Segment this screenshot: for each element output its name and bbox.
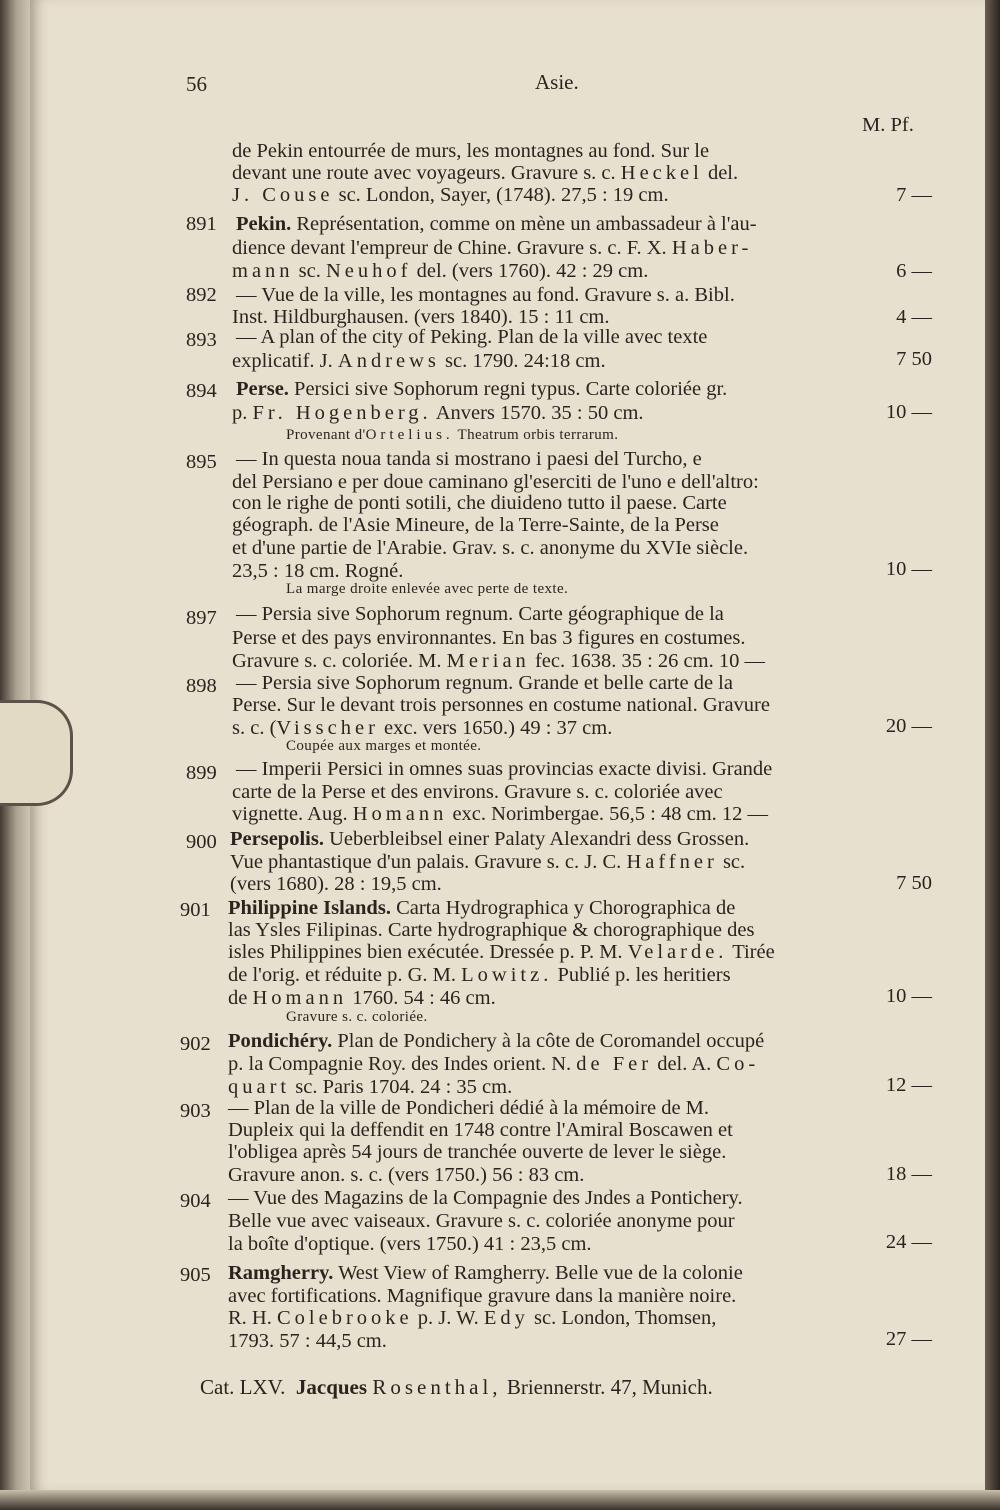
entry-text-line: Perse. Sur le devant trois personnes en costume national. Gravure — [232, 694, 770, 716]
page-bottom-edge — [0, 1490, 1000, 1510]
entry-price: 7 50 — [896, 872, 932, 894]
entry-price: 18 — — [885, 1163, 932, 1185]
entry-number: 902 — [180, 1033, 211, 1055]
entry-number: 904 — [180, 1190, 211, 1212]
page-number: 56 — [186, 72, 207, 96]
entry-number: 897 — [186, 607, 217, 629]
entry-price: 10 — — [885, 558, 932, 580]
entry-text-line: R. H. Colebrooke p. J. W. Edy sc. London, Thomsen, — [228, 1307, 717, 1329]
entry-number: 905 — [180, 1264, 211, 1286]
entry-text-line: vignette. Aug. Homann exc. Norimbergae. 56,5 : 48 cm. 12 — — [232, 803, 769, 825]
entry-note: La marge droite enlevée avec perte de texte. — [286, 581, 569, 597]
entry-text-line: de Pekin entourrée de murs, les montagnes au fond. Sur le — [232, 140, 710, 162]
entry-line: Perse. Persici sive Sophorum regni typus. Carte coloriée gr. — [236, 378, 728, 400]
entry-line: Philippine Islands. Carta Hydrographica y Chorographica de — [228, 897, 736, 919]
entry-number: 903 — [180, 1100, 211, 1122]
entry-text-line: (vers 1680). 28 : 19,5 cm. — [230, 873, 442, 895]
entry-text-line: et d'une partie de l'Arabie. Grav. s. c. anonyme du XVIe siècle. — [232, 537, 749, 559]
entry-text-line: quart sc. Paris 1704. 24 : 35 cm. — [228, 1076, 513, 1098]
entry-text-line: Inst. Hildburghausen. (vers 1840). 15 : 11 cm. — [232, 306, 610, 328]
entry-price: 27 — — [885, 1328, 932, 1350]
book-clasp — [0, 700, 73, 806]
entry-text-line: devant une route avec voyageurs. Gravure s. c. Heckel del. — [232, 162, 739, 184]
entry-note: Coupée aux marges et montée. — [286, 738, 482, 754]
entry-number: 894 — [186, 380, 217, 402]
entry-text-line: Dupleix qui la deffendit en 1748 contre l'Amiral Boscawen et — [228, 1119, 733, 1141]
entry-location: Perse. — [236, 378, 289, 400]
entry-text-line: mann sc. Neuhof del. (vers 1760). 42 : 29 cm. — [232, 260, 649, 282]
entry-number: 901 — [180, 899, 211, 921]
entry-text-line: Perse et des pays environnantes. En bas 3 figures en costumes. — [232, 627, 746, 649]
entry-text-line: 23,5 : 18 cm. Rogné. — [232, 560, 404, 582]
catalog-number: Cat. LXV. — [200, 1375, 286, 1399]
entry-number: 895 — [186, 451, 217, 473]
page-edge — [985, 0, 1000, 1510]
running-title: Asie. — [535, 70, 579, 94]
entry-text-line: de l'orig. et réduite p. G. M. Lowitz. Publié p. les heritiers — [228, 964, 731, 986]
entry-price: 20 — — [885, 715, 932, 737]
entry-text-line: Belle vue avec vaiseaux. Gravure s. c. coloriée anonyme pour — [228, 1210, 735, 1232]
entry-number: 898 — [186, 675, 217, 697]
entry-price: 24 — — [885, 1231, 932, 1253]
entry-number: 892 — [186, 284, 217, 306]
entry-text-line: Gravure s. c. coloriée. M. Merian fec. 1638. 35 : 26 cm. 10 — — [232, 650, 765, 672]
entry-text-line: las Ysles Filipinas. Carte hydrographique & chorographique des — [228, 919, 755, 941]
entry-text-line: 1793. 57 : 44,5 cm. — [228, 1330, 387, 1352]
entry-price: 10 — — [885, 401, 932, 423]
entry-number: 893 — [186, 329, 217, 351]
dealer-address: Briennerstr. 47, Munich. — [506, 1375, 713, 1399]
entry-location: Pondichéry. — [228, 1030, 333, 1052]
entry-location: Pekin. — [236, 213, 292, 235]
entry-number: 900 — [186, 831, 217, 853]
entry-text-line: de Homann 1760. 54 : 46 cm. — [228, 987, 496, 1009]
entry-line: Persepolis. Ueberbleibsel einer Palaty Alexandri dess Grossen. — [230, 828, 750, 850]
entry-text-line: con le righe de ponti sotili, che diuideno tutto il paese. Carte — [232, 492, 727, 514]
entry-text-line: — Persia sive Sophorum regnum. Carte géographique de la — [236, 603, 724, 625]
entry-text-line: — In questa noua tanda si mostrano i paesi del Turcho, e — [236, 448, 702, 470]
entry-text-line: la boîte d'optique. (vers 1750.) 41 : 23,5 cm. — [228, 1233, 592, 1255]
dealer-last-name: Rosenthal, — [372, 1375, 502, 1399]
entry-text-line: avec fortifications. Magnifique gravure dans la manière noire. — [228, 1285, 737, 1307]
entry-line: Pondichéry. Plan de Pondichery à la côte de Coromandel occupé — [228, 1030, 765, 1052]
currency-header: M. Pf. — [862, 114, 914, 136]
entry-text-line: Gravure anon. s. c. (vers 1750.) 56 : 83 cm. — [228, 1164, 585, 1186]
entry-text-line: — Persia sive Sophorum regnum. Grande et belle carte de la — [236, 672, 733, 694]
entry-price: 6 — — [896, 260, 932, 282]
entry-price: 12 — — [885, 1074, 932, 1096]
entry-text-line: — Vue des Magazins de la Compagnie des Jndes a Pontichery. — [228, 1187, 743, 1209]
entry-note: Gravure s. c. coloriée. — [286, 1009, 428, 1025]
entry-text-line: isles Philippines bien exécutée. Dressée p. P. M. Velarde. Tirée — [228, 941, 775, 963]
entry-text-line: dience devant l'empreur de Chine. Gravure s. c. F. X. Haber- — [232, 237, 753, 259]
entry-price: 4 — — [896, 306, 932, 328]
entry-text-line: del Persiano e per doue caminano gl'eserciti de l'uno e dell'altro: — [232, 471, 759, 493]
entry-price: 10 — — [885, 985, 932, 1007]
entry-location: Ramgherry. — [228, 1262, 334, 1284]
entry-line: Pekin. Représentation, comme on mène un ambassadeur à l'au- — [236, 213, 757, 235]
entry-location: Persepolis. — [230, 828, 324, 850]
entry-text-line: — Plan de la ville de Pondicheri dédié à la mémoire de M. — [228, 1097, 710, 1119]
entry-note: Provenant d'Ortelius. Theatrum orbis terrarum. — [286, 427, 619, 443]
entry-price: 7 50 — [896, 348, 932, 370]
entry-text-line: s. c. (Visscher exc. vers 1650.) 49 : 37 cm. — [232, 717, 613, 739]
entry-text-line: — Imperii Persici in omnes suas provincias exacte divisi. Grande — [236, 758, 773, 780]
entry-text-line: — Vue de la ville, les montagnes au fond. Gravure s. a. Bibl. — [236, 284, 735, 306]
entry-text-line: explicatif. J. Andrews sc. 1790. 24:18 cm. — [232, 350, 606, 372]
entry-line: Ramgherry. West View of Ramgherry. Belle vue de la colonie — [228, 1262, 743, 1284]
entry-text-line: p. Fr. Hogenberg. Anvers 1570. 35 : 50 cm. — [232, 402, 644, 424]
entry-text-line: l'obligea après 54 jours de tranchée ouverte de lever le siège. — [228, 1141, 727, 1163]
entry-text-line: Vue phantastique d'un palais. Gravure s. c. J. C. Haffner sc. — [230, 851, 746, 873]
entry-text-line: — A plan of the city of Peking. Plan de la ville avec texte — [236, 326, 708, 348]
entry-location: Philippine Islands. — [228, 897, 391, 919]
catalog-footer — [200, 1376, 713, 1398]
entry-number: 891 — [186, 213, 217, 235]
entry-text-line: p. la Compagnie Roy. des Indes orient. N. de Fer del. A. Co- — [228, 1053, 760, 1075]
entry-price: 7 — — [896, 184, 932, 206]
entry-text-line: carte de la Perse et des environs. Gravure s. c. coloriée avec — [232, 781, 723, 803]
dealer-first-name: Jacques — [295, 1375, 368, 1399]
entry-number: 899 — [186, 762, 217, 784]
entry-text-line: J. Couse sc. London, Sayer, (1748). 27,5 : 19 cm. — [232, 184, 669, 206]
entry-text-line: géograph. de l'Asie Mineure, de la Terre-Sainte, de la Perse — [232, 514, 719, 536]
